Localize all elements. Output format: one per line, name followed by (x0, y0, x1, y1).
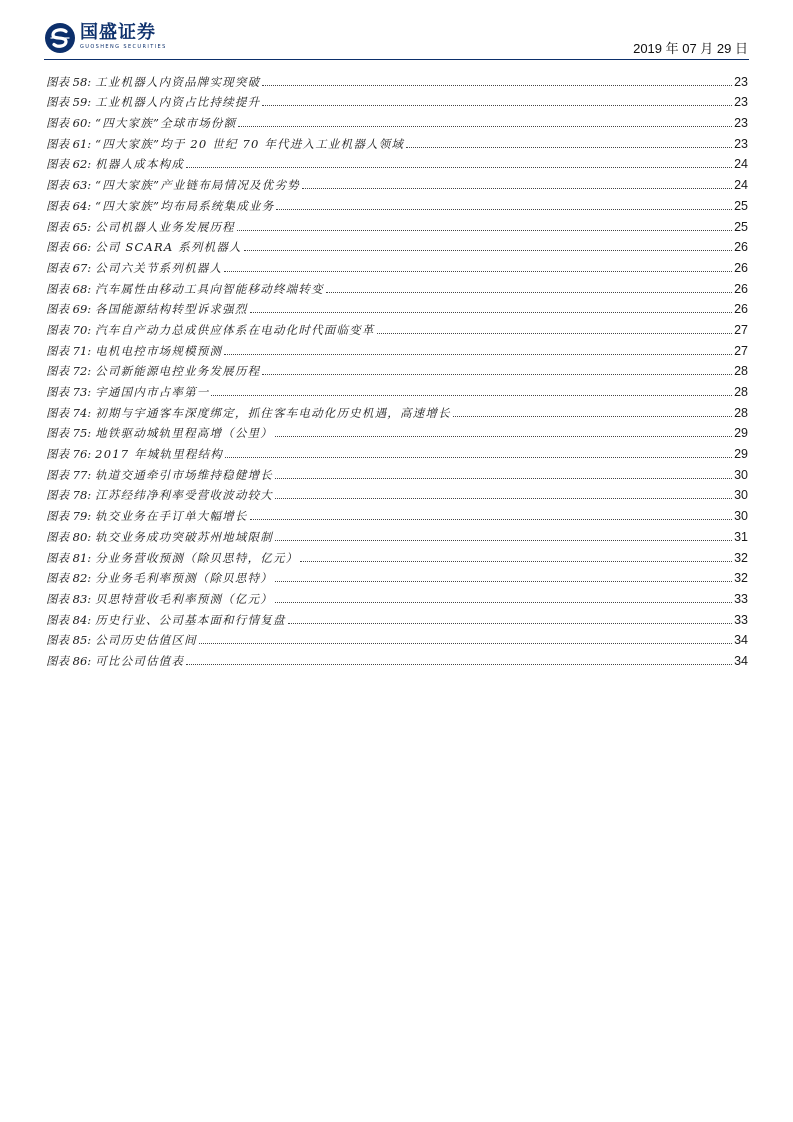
toc-entry-label: 图表 76: (46, 447, 92, 462)
toc-entry-page: 23 (734, 74, 748, 89)
toc-entry-title: 机器人成本构成 (95, 157, 185, 172)
toc-entry-page: 28 (734, 405, 748, 420)
toc-entry-page: 24 (734, 178, 748, 193)
toc-entry-label: 图表 84: (46, 612, 92, 627)
toc-entry[interactable] (46, 213, 748, 234)
toc-entry-label: 图表 67: (46, 260, 92, 275)
toc-entry-label: 图表 80: (46, 529, 92, 544)
toc-entry[interactable] (46, 296, 748, 317)
toc-entry-title: 分业务毛利率预测（除贝思特） (95, 571, 273, 586)
toc-entry-title: 轨交业务在手订单大幅增长 (95, 509, 248, 524)
toc-entry-label: 图表 85: (46, 633, 92, 648)
toc-entry[interactable] (46, 171, 748, 192)
toc-dot-leader (225, 457, 732, 458)
guosheng-logo-icon (44, 22, 76, 54)
toc-entry-page: 26 (734, 281, 748, 296)
toc-entry-title: 公司六关节系列机器人 (95, 260, 223, 275)
toc-dot-leader (275, 540, 732, 541)
toc-entry[interactable] (46, 130, 748, 151)
toc-entry-title: 地铁驱动城轨里程高增（公里） (95, 426, 273, 441)
toc-entry-page: 24 (734, 157, 748, 172)
toc-entry-page: 33 (734, 612, 748, 627)
toc-entry[interactable] (46, 461, 748, 482)
toc-dot-leader (224, 271, 732, 272)
logo-chinese-name: 国盛证券 (80, 22, 156, 43)
toc-entry-label: 图表 61: (46, 136, 92, 151)
toc-entry-label: 图表 66: (46, 240, 92, 255)
toc-entry-label: 图表 83: (46, 591, 92, 606)
toc-entry-page: 34 (734, 633, 748, 648)
toc-entry-title: 2017 年城轨里程结构 (95, 447, 223, 462)
toc-entry-label: 图表 62: (46, 157, 92, 172)
toc-dot-leader (199, 643, 732, 644)
toc-entry-label: 图表 72: (46, 364, 92, 379)
toc-entry[interactable] (46, 275, 748, 296)
toc-entry[interactable] (46, 234, 748, 255)
toc-entry-label: 图表 81: (46, 550, 92, 565)
toc-entry[interactable] (46, 565, 748, 586)
toc-entry[interactable] (46, 358, 748, 379)
toc-entry-label: 图表 74: (46, 405, 92, 420)
toc-entry-label: 图表 78: (46, 488, 92, 503)
toc-entry-page: 26 (734, 240, 748, 255)
toc-dot-leader (288, 623, 732, 624)
toc-entry-label: 图表 86: (46, 653, 92, 668)
figure-index (46, 68, 748, 668)
toc-entry-page: 34 (734, 653, 748, 668)
toc-entry[interactable] (46, 399, 748, 420)
toc-dot-leader (244, 250, 732, 251)
toc-dot-leader (224, 354, 732, 355)
toc-entry-page: 30 (734, 509, 748, 524)
toc-entry-page: 31 (734, 529, 748, 544)
toc-entry-title: 电机电控市场规模预测 (95, 343, 223, 358)
toc-dot-leader (275, 581, 732, 582)
toc-dot-leader (186, 664, 732, 665)
company-logo (44, 22, 167, 56)
toc-entry-page: 27 (734, 322, 748, 337)
toc-entry-page: 33 (734, 591, 748, 606)
toc-entry-title: 汽车自产动力总成供应体系在电动化时代面临变革 (95, 322, 375, 337)
toc-entry-page: 28 (734, 385, 748, 399)
toc-entry-label: 图表 73: (46, 385, 92, 399)
toc-entry-title: 轨道交通牵引市场维持稳健增长 (95, 467, 273, 482)
toc-entry[interactable] (46, 254, 748, 275)
toc-entry-page: 26 (734, 302, 748, 317)
toc-entry-title: “四大家族”均布局系统集成业务 (95, 198, 275, 213)
toc-dot-leader (250, 312, 733, 313)
toc-entry-label: 图表 60: (46, 116, 92, 131)
toc-entry-title: 初期与宇通客车深度绑定，抓住客车电动化历史机遇，高速增长 (95, 405, 451, 420)
toc-entry-page: 25 (734, 219, 748, 234)
toc-entry-page: 27 (734, 343, 748, 358)
toc-entry-label: 图表 63: (46, 178, 92, 193)
toc-entry-title: 公司 SCARA 系列机器人 (95, 240, 242, 255)
toc-entry-label: 图表 70: (46, 322, 92, 337)
toc-entry[interactable] (46, 544, 748, 565)
toc-entry[interactable] (46, 606, 748, 627)
toc-entry[interactable] (46, 89, 748, 110)
toc-entry-page: 26 (734, 260, 748, 275)
toc-entry[interactable] (46, 627, 748, 648)
toc-entry-label: 图表 58: (46, 74, 92, 89)
toc-dot-leader (262, 374, 732, 375)
toc-entry[interactable] (46, 502, 748, 523)
toc-entry-label: 图表 68: (46, 281, 92, 296)
logo-english-name: GUOSHENG SECURITIES (80, 44, 167, 50)
toc-entry[interactable] (46, 337, 748, 358)
toc-entry-title: 可比公司估值表 (95, 653, 185, 668)
toc-entry[interactable] (46, 192, 748, 213)
toc-dot-leader (300, 561, 732, 562)
toc-entry-page: 30 (734, 488, 748, 503)
toc-entry-page: 23 (734, 95, 748, 110)
toc-entry[interactable] (46, 151, 748, 172)
toc-dot-leader (237, 230, 732, 231)
toc-entry-label: 图表 77: (46, 467, 92, 482)
toc-entry-label: 图表 59: (46, 95, 92, 110)
toc-dot-leader (262, 105, 732, 106)
toc-dot-leader (302, 188, 732, 189)
toc-entry-title: 工业机器人内资占比持续提升 (95, 95, 261, 110)
toc-entry[interactable] (46, 440, 748, 461)
toc-dot-leader (262, 85, 732, 86)
toc-entry-title: 汽车属性由移动工具向智能移动终端转变 (95, 281, 324, 296)
toc-dot-leader (377, 333, 733, 334)
toc-entry-page: 29 (734, 447, 748, 462)
toc-entry-page: 25 (734, 198, 748, 213)
toc-dot-leader (211, 395, 732, 396)
toc-entry-title: “四大家族”产业链布局情况及优劣势 (95, 178, 300, 193)
toc-dot-leader (186, 167, 732, 168)
toc-entry-page: 30 (734, 467, 748, 482)
page-header (44, 18, 748, 58)
toc-entry[interactable] (46, 378, 748, 399)
toc-entry[interactable] (46, 420, 748, 441)
toc-entry-title: “四大家族”均于 20 世纪 70 年代进入工业机器人领域 (95, 136, 405, 151)
toc-entry-label: 图表 75: (46, 426, 92, 441)
header-divider (44, 59, 749, 60)
toc-entry-title: 宇通国内市占率第一 (95, 385, 210, 399)
toc-entry-title: 各国能源结构转型诉求强烈 (95, 302, 248, 317)
toc-entry[interactable] (46, 482, 748, 503)
toc-dot-leader (275, 498, 732, 499)
toc-entry-title: 贝思特营收毛利率预测（亿元） (95, 591, 273, 606)
toc-entry[interactable] (46, 647, 748, 668)
toc-entry-title: 分业务营收预测（除贝思特，亿元） (95, 550, 299, 565)
toc-entry[interactable] (46, 585, 748, 606)
toc-entry[interactable] (46, 316, 748, 337)
toc-dot-leader (406, 147, 732, 148)
toc-entry-label: 图表 65: (46, 219, 92, 234)
toc-entry[interactable] (46, 68, 748, 89)
toc-entry-title: 历史行业、公司基本面和行情复盘 (95, 612, 286, 627)
toc-entry-page: 32 (734, 550, 748, 565)
toc-entry-title: 工业机器人内资品牌实现突破 (95, 74, 261, 89)
toc-entry-page: 32 (734, 571, 748, 586)
toc-dot-leader (238, 126, 732, 127)
toc-entry-title: 江苏经纬净利率受营收波动较大 (95, 488, 273, 503)
toc-entry-title: 公司新能源电控业务发展历程 (95, 364, 261, 379)
toc-entry[interactable] (46, 109, 748, 130)
toc-entry-title: 公司机器人业务发展历程 (95, 219, 235, 234)
toc-entry-label: 图表 64: (46, 198, 92, 213)
toc-dot-leader (275, 436, 732, 437)
toc-entry-page: 23 (734, 116, 748, 131)
toc-entry-page: 23 (734, 136, 748, 151)
toc-entry-label: 图表 79: (46, 509, 92, 524)
toc-dot-leader (453, 416, 732, 417)
toc-dot-leader (326, 292, 732, 293)
toc-dot-leader (275, 478, 732, 479)
report-date: 2019 年 07 月 29 日 (633, 41, 748, 56)
toc-entry-title: 轨交业务成功突破苏州地域限制 (95, 529, 273, 544)
toc-dot-leader (275, 602, 732, 603)
toc-entry-label: 图表 82: (46, 571, 92, 586)
toc-dot-leader (250, 519, 733, 520)
toc-entry-label: 图表 71: (46, 343, 92, 358)
toc-dot-leader (276, 209, 732, 210)
toc-entry[interactable] (46, 523, 748, 544)
toc-entry-title: “四大家族”全球市场份额 (95, 116, 237, 131)
toc-entry-label: 图表 69: (46, 302, 92, 317)
toc-entry-page: 29 (734, 426, 748, 441)
toc-entry-title: 公司历史估值区间 (95, 633, 197, 648)
toc-entry-page: 28 (734, 364, 748, 379)
